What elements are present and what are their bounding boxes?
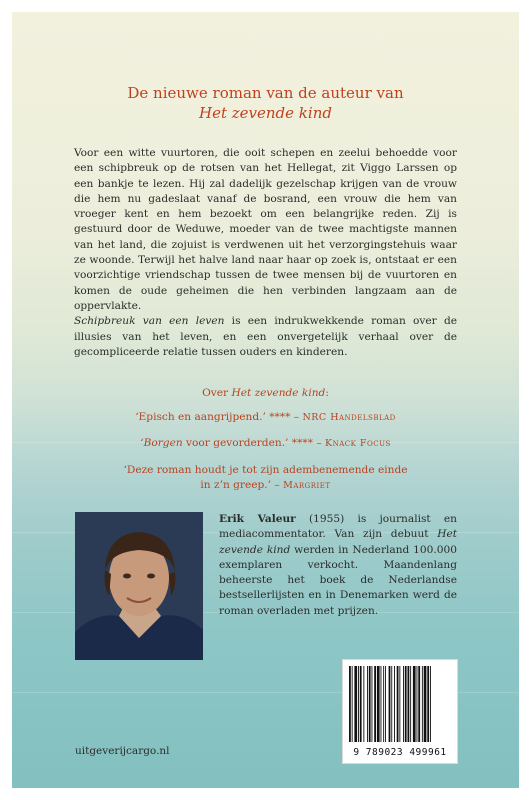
review-text: ‘Episch en aangrijpend.’ **** bbox=[135, 411, 291, 423]
barcode-bar bbox=[410, 666, 411, 742]
barcode-bar bbox=[363, 666, 364, 742]
barcode-bar bbox=[399, 666, 400, 742]
barcode-bar bbox=[374, 666, 376, 742]
barcode-bar bbox=[369, 666, 371, 742]
barcode-bar bbox=[349, 666, 351, 742]
review-text-italic: ‘Borgen bbox=[140, 437, 183, 449]
author-bio-title: Het zevende kind bbox=[219, 528, 457, 556]
barcode-bar bbox=[360, 666, 362, 742]
review-text: voor gevorderden.’ **** bbox=[182, 437, 313, 449]
barcode-bar bbox=[352, 666, 353, 742]
synopsis-text: is een indrukwekkende roman over de illusies van het leven, en een onvergetelijk verhaal over de gecompliceerde relatie tussen ouders en kinderen. bbox=[74, 315, 457, 358]
review-text: ‘Deze roman houdt je tot zijn adembenemende einde bbox=[123, 464, 408, 476]
author-bio bbox=[219, 512, 457, 619]
barcode-bar bbox=[354, 666, 357, 742]
isbn-barcode bbox=[342, 659, 458, 764]
barcode-bar bbox=[394, 666, 395, 742]
barcode-bar bbox=[381, 666, 382, 742]
book-title: Schipbreuk van een leven bbox=[74, 315, 225, 328]
barcode-bar bbox=[418, 666, 420, 742]
book-back-cover bbox=[12, 12, 519, 788]
barcode-bar bbox=[430, 666, 431, 742]
barcode-icon bbox=[343, 660, 457, 746]
author-name: Erik Valeur bbox=[219, 513, 296, 525]
review-dash: – bbox=[271, 479, 284, 491]
reviews-heading bbox=[12, 386, 519, 401]
barcode-bar bbox=[422, 666, 423, 742]
review-text: in z’n greep.’ bbox=[200, 479, 272, 491]
synopsis-paragraph-2 bbox=[74, 314, 457, 360]
review-source: Knack Focus bbox=[325, 438, 391, 449]
barcode-bar bbox=[383, 666, 384, 742]
barcode-bar bbox=[397, 666, 399, 742]
review-dash: – bbox=[312, 437, 326, 449]
review-quote bbox=[12, 436, 519, 451]
barcode-bar bbox=[372, 666, 373, 742]
review-quote bbox=[12, 410, 519, 425]
author-bio-text: werden in Nederland 100.000 exemplaren verkocht. Maandenlang beheerste het boek de Nederlandse bestsellerlijsten en in Denemarken werd de roman overladen met prijzen. bbox=[219, 543, 457, 617]
barcode-bar bbox=[377, 666, 380, 742]
barcode-bar bbox=[408, 666, 410, 742]
tagline-line2: Het zevende kind bbox=[199, 104, 332, 122]
review-quote bbox=[12, 463, 519, 493]
barcode-bar bbox=[385, 666, 386, 742]
publisher-website[interactable]: uitgeverijcargo.nl bbox=[75, 745, 170, 757]
review-line2 bbox=[12, 478, 519, 493]
author-photo bbox=[75, 512, 203, 660]
reviews-heading-prefix: Over bbox=[202, 387, 232, 399]
barcode-bar bbox=[367, 666, 368, 742]
reviews-heading-title: Het zevende kind bbox=[231, 387, 326, 399]
review-source: NRC Handelsblad bbox=[302, 412, 396, 423]
barcode-bar bbox=[389, 666, 391, 742]
barcode-bar bbox=[417, 666, 418, 742]
barcode-bar bbox=[427, 666, 429, 742]
barcode-bar bbox=[413, 666, 416, 742]
barcode-bar bbox=[358, 666, 359, 742]
review-source: Margriet bbox=[283, 480, 331, 491]
barcode-number: 9 789023 499961 bbox=[353, 747, 447, 758]
reviews-heading-suffix: : bbox=[325, 387, 329, 399]
barcode-bar bbox=[405, 666, 407, 742]
review-dash: – bbox=[290, 411, 303, 423]
synopsis bbox=[74, 146, 457, 360]
author-portrait-icon bbox=[75, 512, 203, 660]
barcode-bar bbox=[424, 666, 427, 742]
synopsis-paragraph: Voor een witte vuurtoren, die ooit schepen en zeelui behoedde voor een schipbreuk op de rotsen van het Hellegat, zit Viggo Larssen op een bankje te lezen. Hij zal dadelijk gezelschap krijgen van de vrouw die hem nu gadeslaat vanaf de bosrand, een vrouw die hem van vroeger kent en hem bezoekt om een belangrijke reden. Zij is gestuurd door de Weduwe, moeder van de twee machtigste mannen van het land, die zojuist is verdwenen uit het verzorgingstehuis waar ze woonde. Terwijl het halve land naar haar op zoek is, ontstaat er een voorzichtige vriendschap tussen de twee mensen bij de vuurtoren en komen de oude geheimen die hen verbinden langzaam aan de oppervlakte. bbox=[74, 147, 457, 312]
author-bio-text: (1955) is journalist en mediacommentator. Van zijn debuut bbox=[219, 513, 457, 541]
tagline-line1: De nieuwe roman van de auteur van bbox=[127, 84, 404, 102]
barcode-bar bbox=[391, 666, 392, 742]
barcode-bar bbox=[403, 666, 404, 742]
